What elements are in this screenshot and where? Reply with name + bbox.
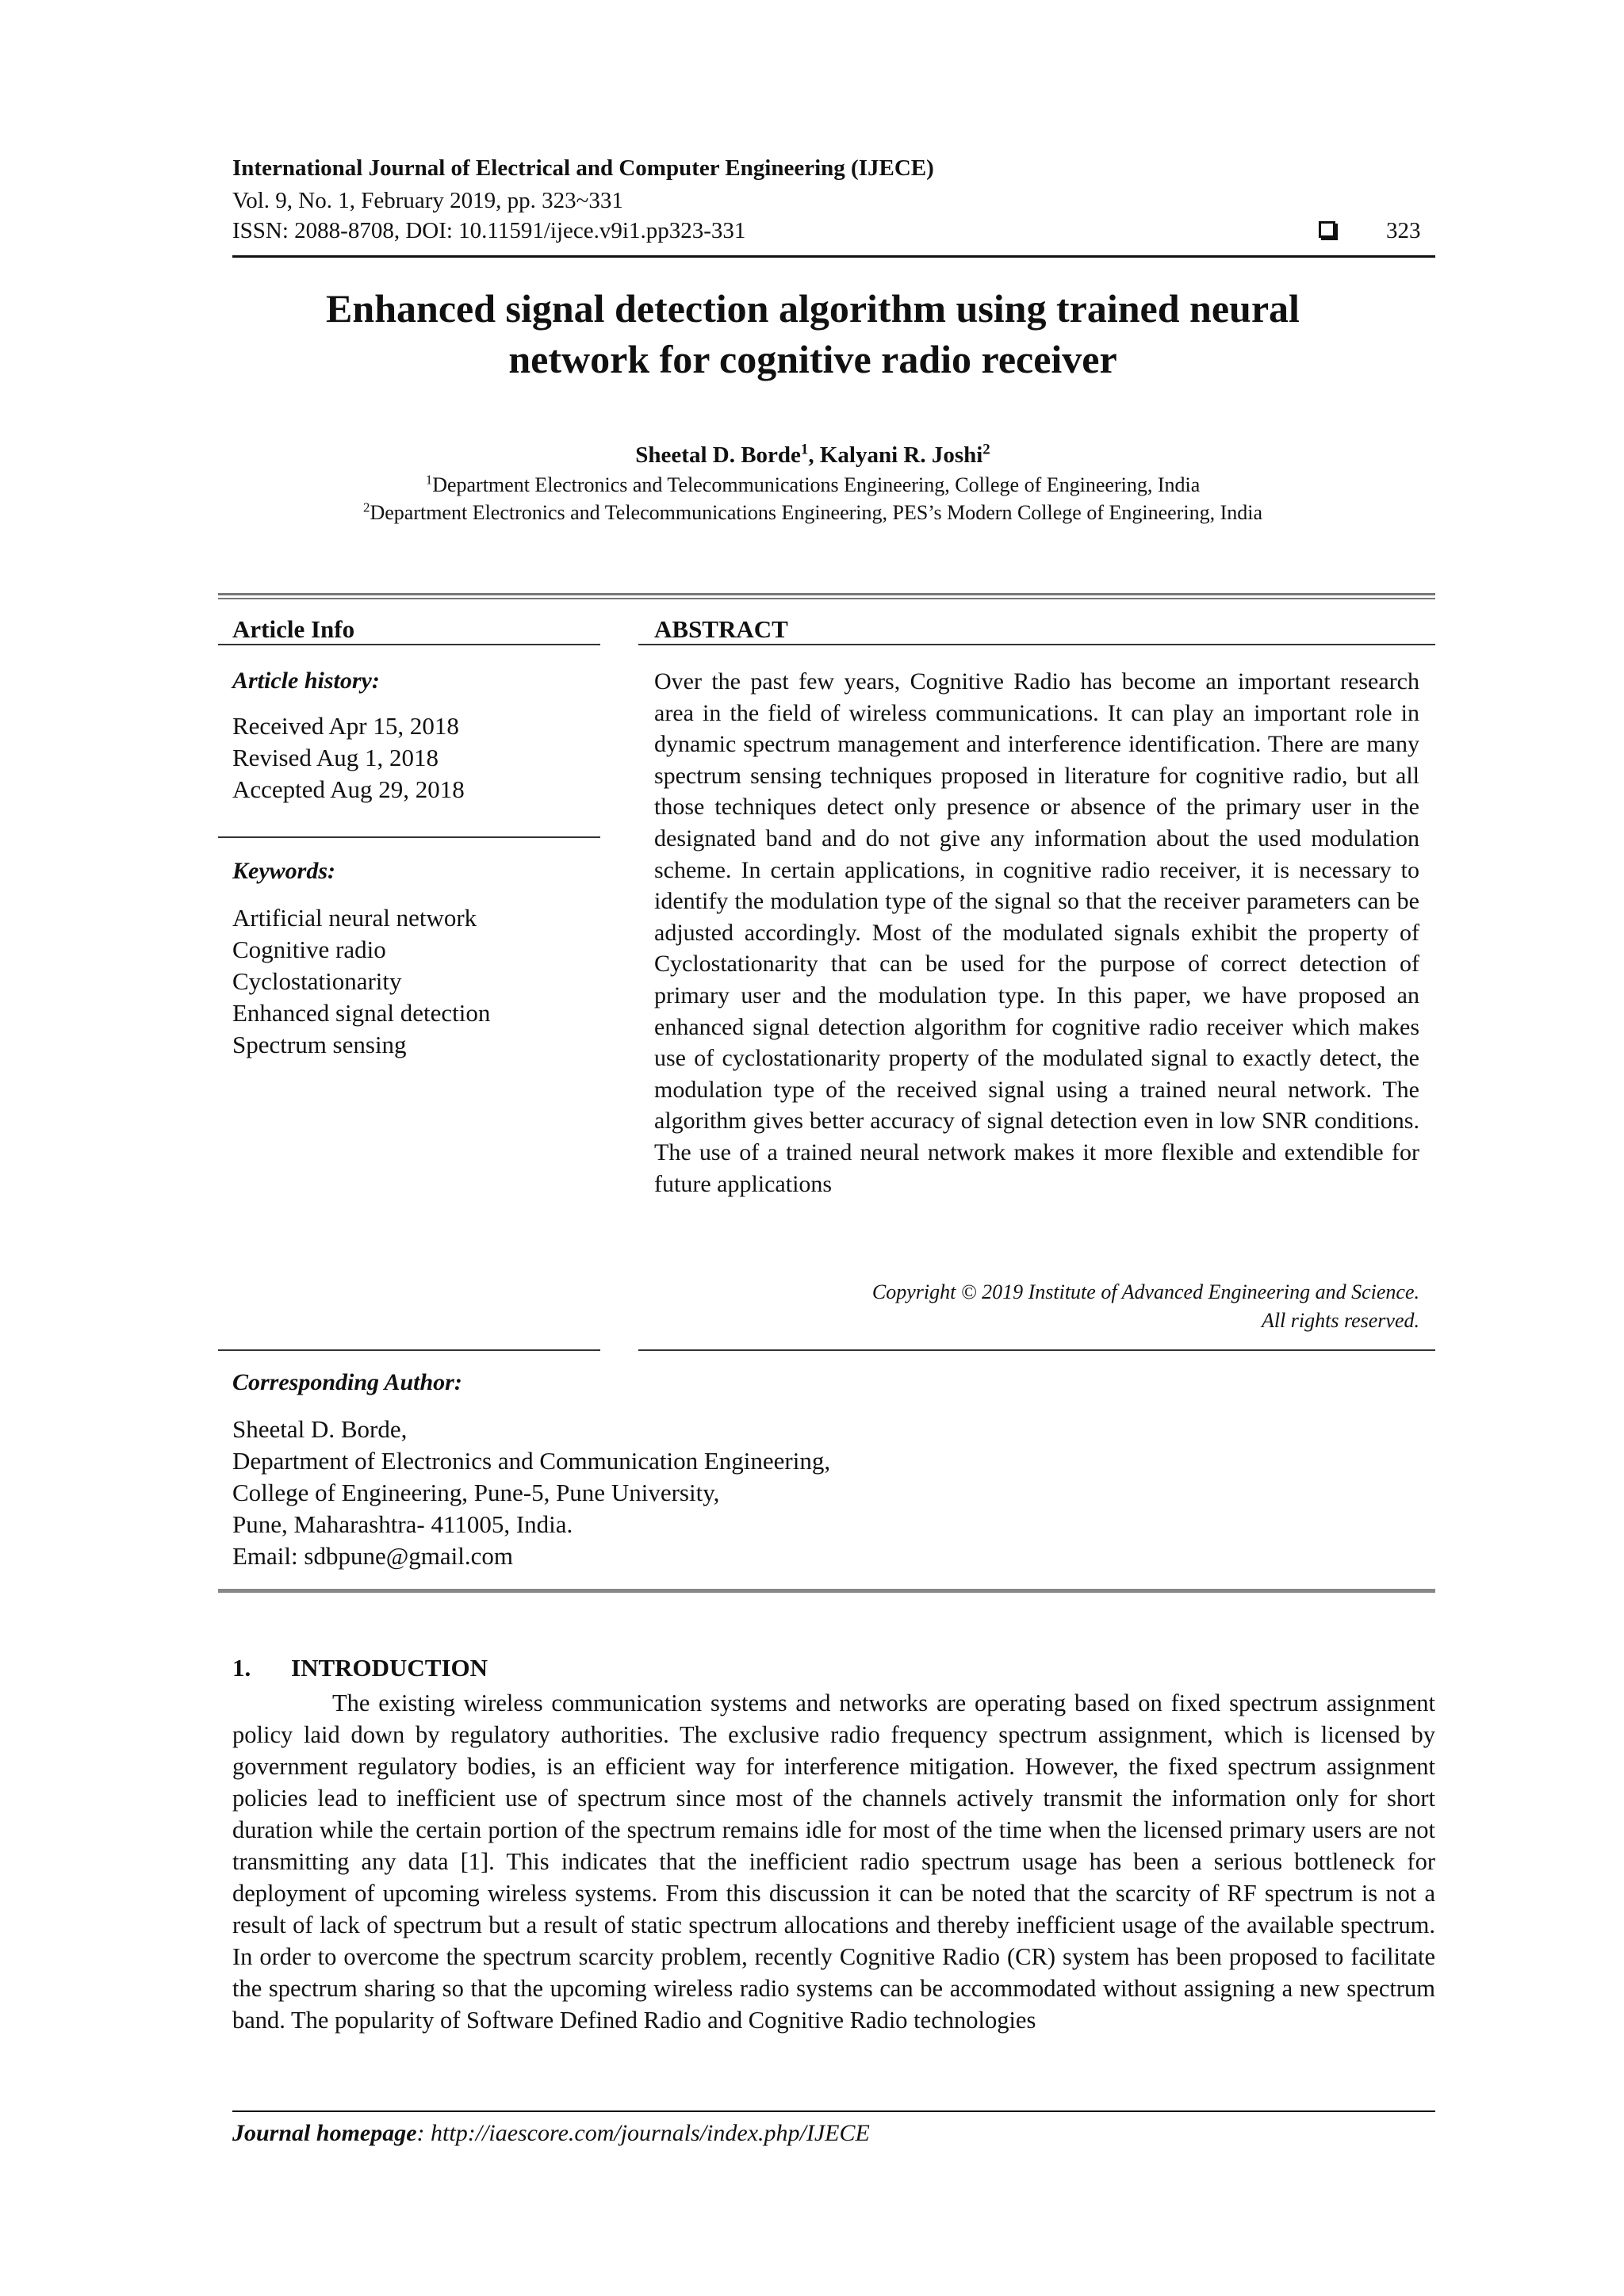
homepage-separator: : [416,2120,425,2146]
abstract-end-rule [638,1349,1435,1351]
section-title: INTRODUCTION [291,1654,488,1682]
title-line-2: network for cognitive radio receiver [508,336,1117,381]
keyword-item: Spectrum sensing [232,1031,407,1058]
keyword-item: Cognitive radio [232,936,386,963]
title-line-1: Enhanced signal detection algorithm using trained neural [326,286,1300,331]
article-history-list [232,710,465,806]
copyright-line-2: All rights reserved. [1261,1309,1419,1332]
abstract-rule [638,644,1435,645]
affiliation-mark: 2 [363,499,370,515]
corresponding-department: Department of Electronics and Communication Engineering, [232,1447,831,1475]
corresponding-address: Pune, Maharashtra- 411005, India. [232,1510,573,1538]
section-double-rule [218,593,1435,599]
abstract-heading: ABSTRACT [654,615,788,643]
article-info-rule [218,644,600,645]
keyword-item: Cyclostationarity [232,967,402,995]
author-name: Sheetal D. Borde [635,442,801,468]
affiliation-mark: 1 [425,472,433,488]
introduction-paragraph: The existing wireless communication systems and networks are operating based on fixed spectrum assignment policy laid down by regulatory authorities. The exclusive radio frequency spectrum assignment, which is licensed by government regulatory bodies, is an efficient way for interference mitigation. However, the fixed spectrum assignment policies lead to inefficient use of spectrum since most of the channels actively transmit the information only for short duration while the certain portion of the spectrum remains idle for most of the time when the licensed primary users are not transmitting any data [1]. This indicates that the inefficient radio spectrum usage has been a serious bottleneck for deployment of upcoming wireless systems. From this discussion it can be noted that the scarcity of RF spectrum is not a result of lack of spectrum but a result of static spectrum allocations and thereby inefficient usage of the available spectrum. In order to overcome the spectrum scarcity problem, recently Cognitive Radio (CR) system has been proposed to facilitate the spectrum sharing so that the upcoming wireless radio systems can be accommodated without assigning a new spectrum band. The popularity of Software Defined Radio and Cognitive Radio technologies [232,1689,1435,2034]
square-box-icon [1319,221,1335,238]
page-number: 323 [1386,218,1421,243]
homepage-label: Journal homepage [232,2120,417,2146]
corresponding-name: Sheetal D. Borde, [232,1415,408,1443]
copyright-line-1: Copyright © 2019 Institute of Advanced Engineering and Science. [871,1280,1419,1303]
affiliation-text: Department Electronics and Telecommunications Engineering, PES’s Modern College of Engineering, India [370,501,1262,524]
keywords-heading: Keywords: [232,858,335,884]
author-name: Kalyani R. Joshi [819,442,983,468]
article-history-heading: Article history: [232,668,380,694]
footer-rule [232,2110,1435,2112]
copyright-notice [654,1278,1419,1335]
author-affil-mark: 1 [800,441,809,458]
corresponding-author-heading: Corresponding Author: [232,1369,462,1395]
author-list: Sheetal D. Borde$^1$, Kalyani R. Joshi$^2$ [635,441,990,468]
history-received: Received Apr 15, 2018 [232,712,459,740]
affiliation-2 [232,501,1393,525]
homepage-url[interactable]: http://iaescore.com/journals/index.php/IJECE [431,2120,870,2146]
corresponding-institution: College of Engineering, Pune-5, Pune University, [232,1479,720,1506]
keywords-rule [218,836,600,838]
author-affil-mark: 2 [982,441,990,458]
history-revised: Revised Aug 1, 2018 [232,744,439,771]
header-rule [232,255,1435,258]
history-accepted: Accepted Aug 29, 2018 [232,775,465,803]
front-matter-end-rule [218,1589,1435,1593]
keyword-item: Artificial neural network [232,904,477,932]
issn-doi: ISSN: 2088-8708, DOI: 10.11591/ijece.v9i1.pp323-331 [232,218,746,243]
corresponding-email: Email: sdbpune@gmail.com [232,1542,513,1570]
paper-title [232,284,1393,385]
introduction-heading [232,1654,488,1682]
keyword-item: Enhanced signal detection [232,999,491,1027]
article-info-end-rule [218,1349,600,1351]
affiliation-text: Department Electronics and Telecommunications Engineering, College of Engineering, India [432,473,1201,496]
volume-info: Vol. 9, No. 1, February 2019, pp. 323~331 [232,188,623,213]
journal-homepage [232,2120,870,2147]
corresponding-author-details [232,1414,830,1572]
affiliation-1 [232,473,1393,497]
journal-name: International Journal of Electrical and Computer Engineering (IJECE) [232,155,934,181]
keywords-list [232,902,490,1061]
section-number: 1. [232,1654,251,1682]
article-info-heading: Article Info [232,615,355,643]
abstract-text: Over the past few years, Cognitive Radio has become an important research area in the field of wireless communications. It can play an important role in dynamic spectrum management and interference identification. There are many spectrum sensing techniques proposed in literature for cognitive radio, but all those techniques detect only presence or absence of the primary user in the designated band and do not give any information about the used modulation scheme. In certain applications, in cognitive radio receiver, it is necessary to identify the modulation type of the signal so that the receiver parameters can be adjusted accordingly. Most of the modulated signals exhibit the property of Cyclostationarity that can be used for the purpose of correct detection of primary user and the modulation type. In this paper, we have proposed an enhanced signal detection algorithm for cognitive radio receiver which makes use of cyclostationarity property of the modulated signal to exactly detect, the modulation type of the received signal using a trained neural network. The algorithm gives better accuracy of signal detection even in low SNR conditions. The use of a trained neural network makes it more flexible and extendible for future applications [654,668,1419,1197]
